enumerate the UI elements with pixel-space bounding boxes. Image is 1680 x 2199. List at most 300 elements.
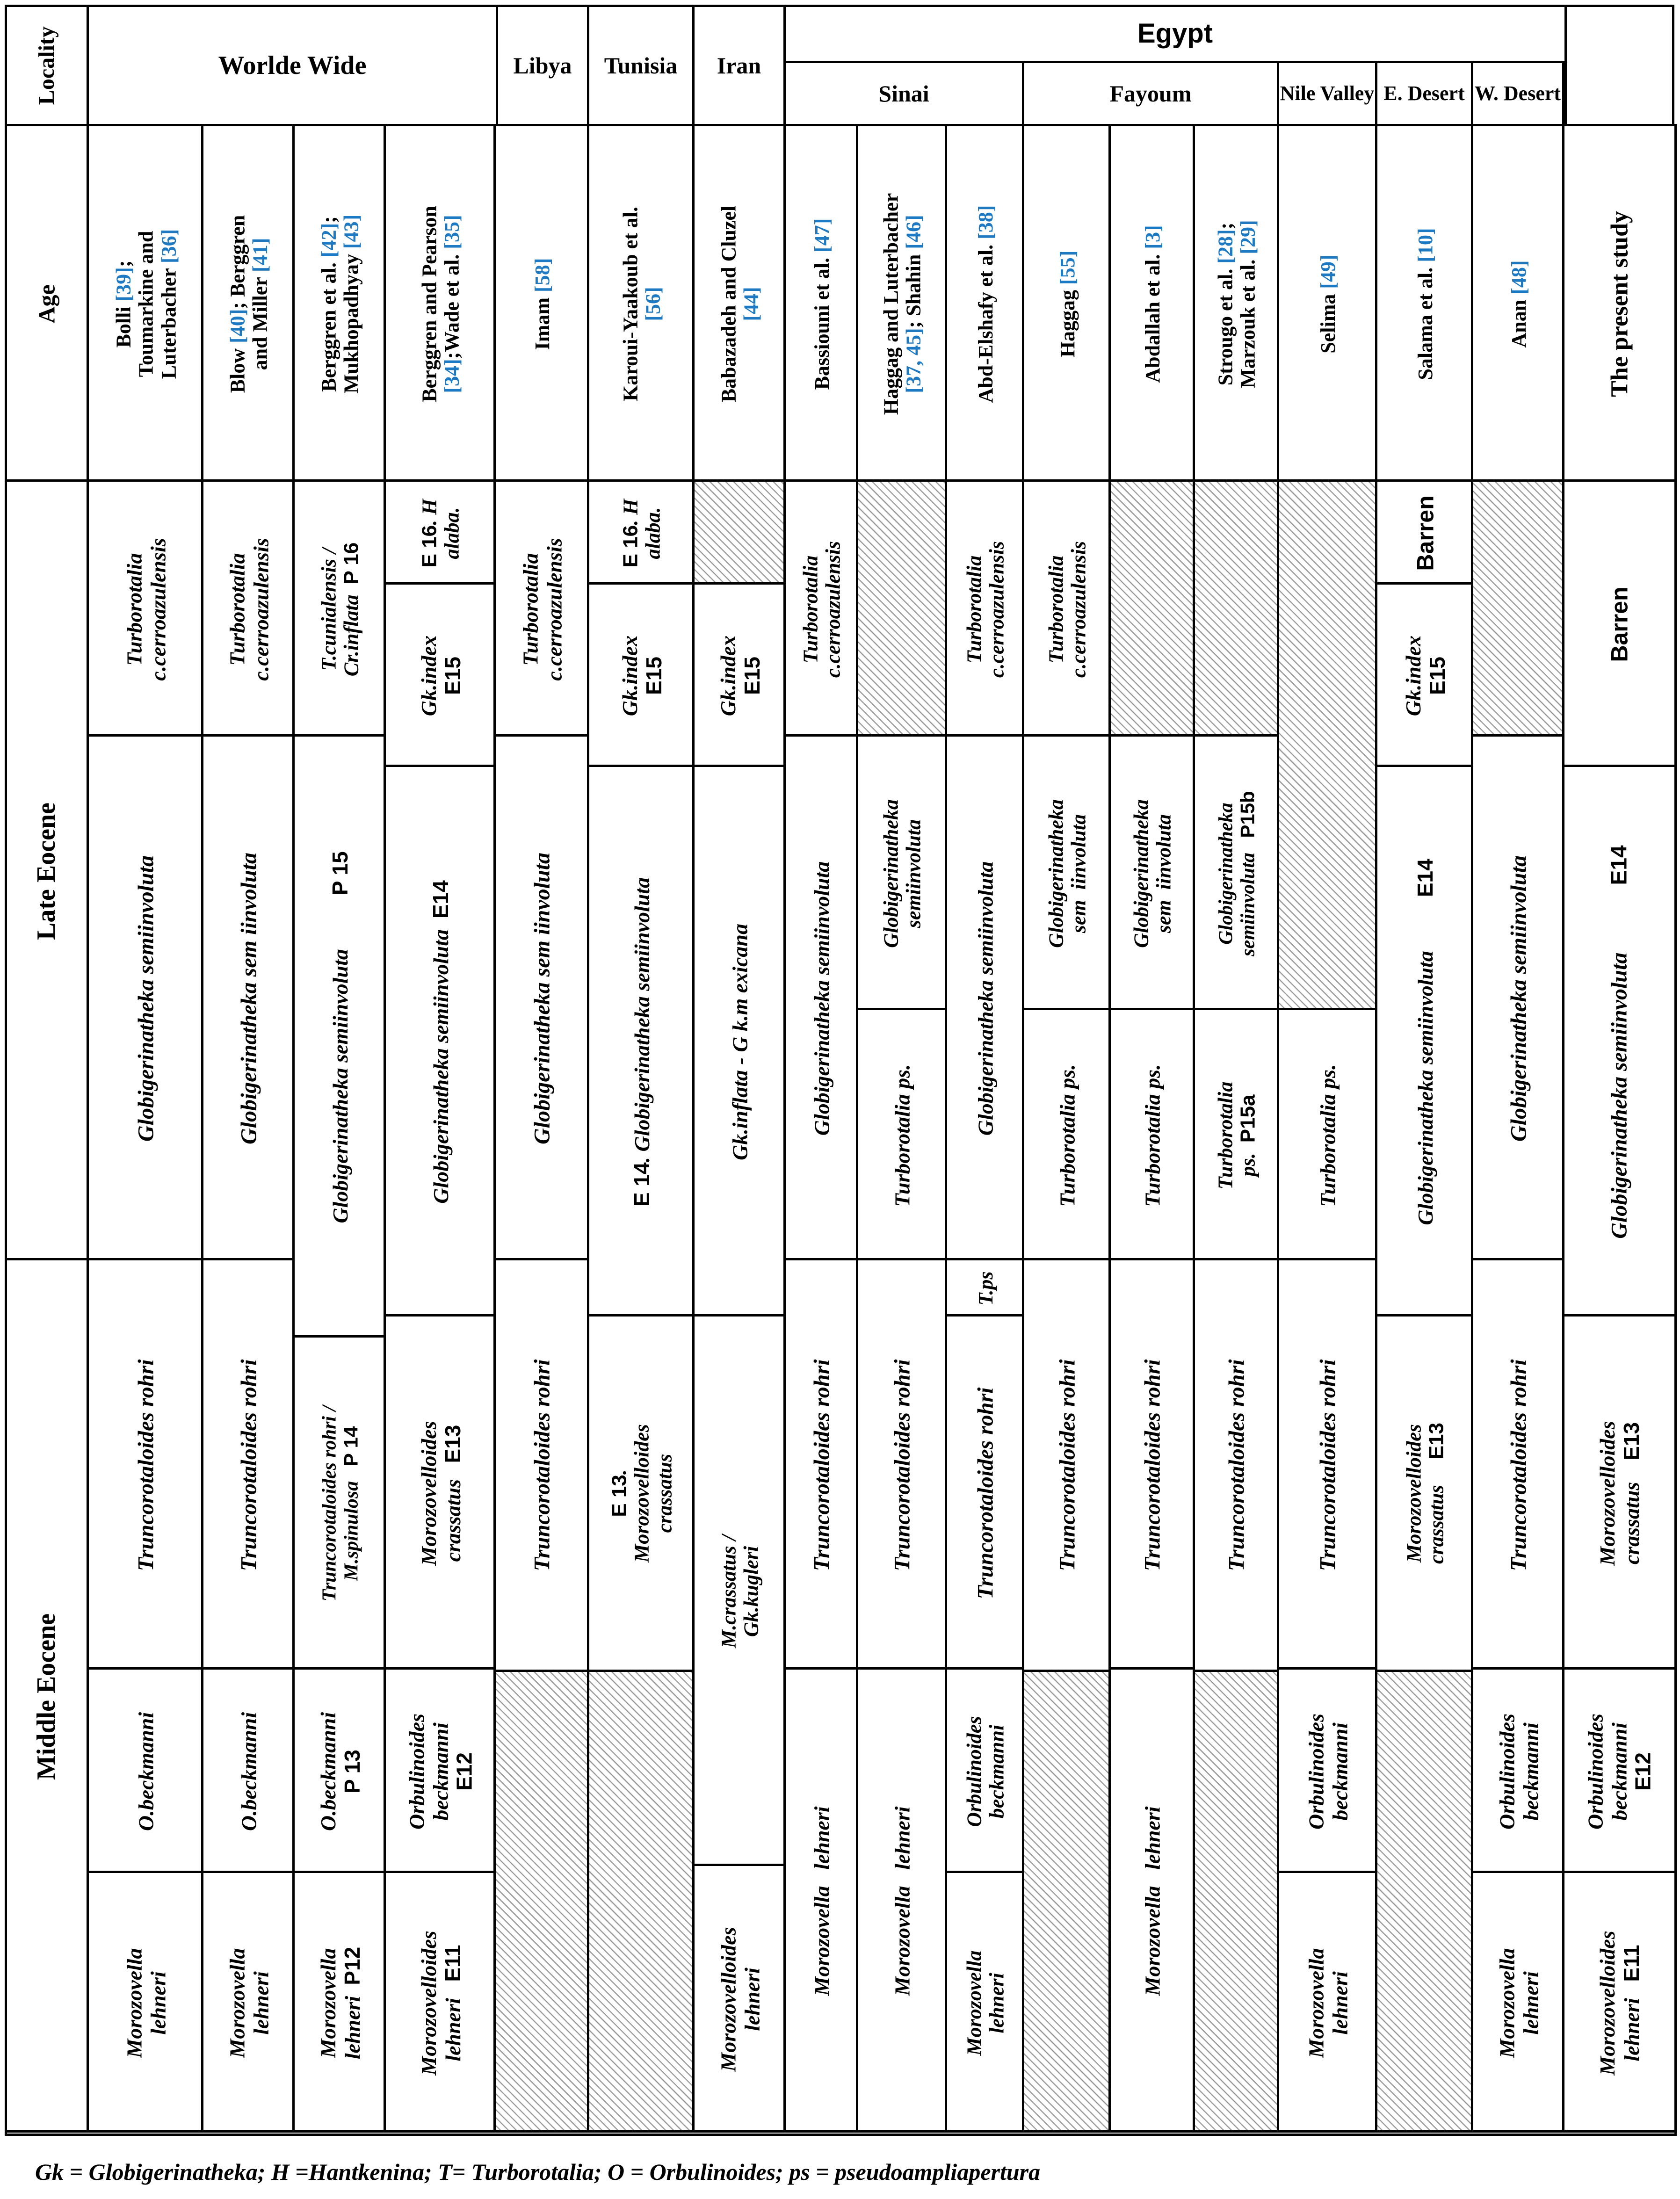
label-part: Orbulinoides beckmanni: [1583, 1713, 1631, 1830]
cell-label: [1412, 495, 1438, 571]
label-part: Haggag: [1056, 285, 1079, 358]
label-part: Turborotalia c.cerroazulensis: [1044, 541, 1090, 678]
cell-label: [237, 853, 261, 1144]
cell-label: [973, 1387, 998, 1599]
hatched-gap: [1108, 479, 1197, 739]
zone-cell: [783, 734, 861, 1263]
citation-ref[interactable]: [29]: [1237, 220, 1260, 254]
cell-label: [891, 1359, 915, 1571]
zone-cell: [1108, 1258, 1197, 1672]
cell-label: [429, 880, 453, 1203]
cell-label: [1130, 799, 1176, 948]
citation-ref[interactable]: [3]: [1141, 225, 1164, 249]
label-part: ; Mukhopadhyay: [317, 216, 363, 394]
label-part: Truncorotaloides rohri: [1055, 1359, 1080, 1571]
cell-label: [1317, 1064, 1340, 1207]
label-part: Gk.index: [617, 635, 642, 716]
zone-cell: [1022, 479, 1113, 739]
label-part: Babazadeh and Cluzel: [717, 205, 740, 403]
label-part: ; Berggren and Miller: [226, 215, 272, 370]
zone-cell: [1277, 1008, 1380, 1263]
cell-label: [891, 1064, 915, 1207]
zone-cell: [1375, 765, 1476, 1319]
label-part: Gk.index: [1401, 635, 1425, 716]
label-part: Globigerinatheka semiinvoluta: [1215, 802, 1259, 956]
label-part: Globigerinatheka semiinvoluta: [1607, 885, 1632, 1239]
zone-cell: [87, 1871, 206, 2135]
cell-label: [530, 1359, 555, 1571]
label-part: M.crassatus / Gk.kugleri: [717, 1534, 763, 1648]
zone-cell: [692, 765, 788, 1319]
fayoum-header: Fayoum: [1022, 61, 1279, 126]
age-header: Age: [33, 284, 60, 324]
zone-cell: [587, 479, 697, 587]
zone-cell: [1562, 1667, 1677, 1875]
zone-cell: [1193, 1008, 1282, 1263]
cell-label: [418, 206, 463, 402]
zone-cell: [384, 765, 498, 1319]
cell-label: [810, 1359, 834, 1571]
zone-cell: [945, 734, 1027, 1263]
zone-code: E15: [1425, 657, 1449, 695]
label-part: Turborotalia ps.: [1214, 1081, 1260, 1189]
cell-label: [225, 538, 273, 680]
cell-label: [1403, 1422, 1448, 1563]
label-part: Turborotalia c.cerroazulensis: [799, 541, 845, 678]
cell-label: [799, 541, 845, 677]
label-part: O.beckmanni: [316, 1712, 340, 1831]
cell-label: [1414, 228, 1436, 380]
zone-cell: [201, 1667, 297, 1875]
cell-label: [717, 1927, 764, 2071]
zone-cell: [1108, 1667, 1197, 2135]
zone-code: P 14: [340, 1426, 362, 1467]
cell-label: [316, 1946, 364, 2059]
label-part: Truncorotaloides rohri: [236, 1359, 261, 1571]
cell-label: [717, 1534, 763, 1648]
zone-cell: [945, 479, 1027, 739]
label-part: Turborotalia ps.: [1055, 1063, 1079, 1207]
zone-cell: [384, 582, 498, 769]
citation-ref[interactable]: [28]: [1214, 229, 1237, 264]
zone-cell: [1562, 1871, 1677, 2135]
author-cell: [1022, 124, 1113, 484]
cell-label: [974, 861, 998, 1136]
label-part: Globigerinatheka semiinvoluta: [879, 799, 925, 948]
label-part: Morozovelloides crassatus: [416, 1420, 464, 1566]
citation-ref[interactable]: [41]: [248, 238, 272, 272]
zone-cell: [1022, 734, 1113, 1013]
citation-ref[interactable]: [35]: [440, 215, 463, 249]
zone-cell: [945, 1314, 1027, 1672]
table-bottom-rule: [5, 2130, 1677, 2136]
zone-code: E15: [440, 657, 464, 695]
label-part: Turborotalia c.cerroazulensis: [122, 537, 170, 681]
label-part: Selima: [1316, 289, 1340, 354]
cell-label: [1401, 636, 1449, 716]
cell-label: [1215, 220, 1260, 388]
zone-cell: [1277, 1871, 1380, 2135]
cell-label: [123, 1948, 170, 2058]
hatched-gap: [1471, 479, 1567, 739]
label-part: Truncorotaloides rohri: [809, 1359, 834, 1571]
zone-cell: [1108, 1008, 1197, 1263]
label-part: Truncorotaloides rohri: [1506, 1359, 1531, 1571]
cell-label: [1606, 211, 1633, 397]
label-part: Morozovelloides lehneri: [1595, 1930, 1643, 2076]
zone-cell: [1022, 1258, 1113, 1672]
present-study-header-top: [1564, 5, 1674, 126]
cell-label: [963, 1716, 1008, 1827]
label-part: ;Wade et al.: [440, 249, 463, 359]
zone-code: P15a: [1237, 1094, 1260, 1143]
label-part: Globigerinatheka sem iinvoluta: [1130, 799, 1175, 948]
cell-label: [1304, 1714, 1352, 1830]
zone-code: E11: [1619, 1944, 1643, 1982]
label-part: T.ps: [974, 1271, 997, 1306]
cell-label: [530, 853, 555, 1144]
label-part: Strougo et al.: [1214, 263, 1237, 386]
zone-code: E 14: [629, 1162, 654, 1207]
age-label-cell: [5, 124, 89, 484]
citation-ref[interactable]: [37, 45]: [902, 328, 925, 393]
label-part: Orbulinoides beckmanni: [405, 1713, 452, 1830]
citation-ref[interactable]: [47]: [810, 218, 833, 253]
zone-cell: [945, 1667, 1027, 1875]
label-part: Bolli: [111, 301, 135, 348]
label-part: Truncorotaloides rohri: [973, 1387, 998, 1599]
zone-cell: [1471, 1871, 1567, 2135]
zone-code: Barren: [1412, 495, 1438, 571]
w-desert-header: W. Desert: [1471, 61, 1564, 126]
author-cell: [1277, 124, 1380, 484]
label-part: Gk.index: [716, 635, 740, 716]
cell-label: [716, 636, 764, 716]
cell-label: [1045, 799, 1090, 948]
zone-cell: [87, 734, 206, 1263]
citation-ref[interactable]: [42]: [317, 223, 340, 258]
zone-code: E 13: [607, 1474, 630, 1517]
cell-label: [619, 499, 665, 568]
cell-label: [1316, 1359, 1341, 1571]
citation-ref[interactable]: [38]: [974, 205, 997, 239]
zone-cell: [856, 734, 949, 1013]
zone-code: E14: [428, 880, 453, 919]
zone-cell: [1471, 734, 1567, 1263]
label-part: Morozovelloides crassatus: [1595, 1420, 1643, 1566]
hatched-gap: [1375, 1667, 1476, 2135]
hatched-gap: [692, 479, 788, 587]
late-eocene-cell: [5, 479, 89, 1263]
label-part: Orbulinoides beckmanni: [1494, 1713, 1542, 1830]
author-cell: [692, 124, 788, 484]
cell-label: [1584, 1714, 1655, 1830]
label-part: Truncorotaloides rohri / M.spinulosa: [318, 1405, 362, 1602]
author-cell: [945, 124, 1027, 484]
egypt-header: Egypt: [783, 5, 1567, 63]
cell-label: [880, 193, 926, 415]
label-part: . H alaba.: [418, 499, 463, 559]
cell-label: [417, 1421, 464, 1565]
label-part: Truncorotaloides rohri: [1224, 1359, 1249, 1571]
cell-label: [880, 799, 926, 948]
cell-label: [417, 636, 464, 716]
label-part: Gk.index: [416, 635, 441, 716]
author-cell: [1108, 124, 1197, 484]
label-part: ; Toumarkine and Luterbacher: [111, 231, 180, 379]
cell-label: [608, 1424, 676, 1562]
zone-cell: [201, 734, 297, 1263]
cell-label: [963, 1950, 1008, 2055]
middle-eocene-label: Middle Eocene: [32, 1613, 61, 1780]
cell-label: [618, 636, 666, 716]
zone-cell: [201, 1871, 297, 2135]
label-part: . Morozovelloides crassatus: [607, 1424, 676, 1562]
cell-label: [418, 499, 463, 568]
cell-label: [974, 205, 997, 403]
zone-code: P 16: [340, 542, 363, 584]
zone-cell: [292, 1335, 388, 1672]
zone-code: E12: [452, 1752, 477, 1791]
cell-label: [237, 1712, 261, 1830]
author-cell: [1193, 124, 1282, 484]
zone-cell: [1022, 1008, 1113, 1263]
cell-label: [1045, 541, 1090, 677]
cell-label: [134, 1712, 158, 1830]
citation-ref[interactable]: [40]: [226, 309, 249, 343]
label-part: . Globigerinatheka semiinvoluta: [630, 877, 654, 1162]
cell-label: [1413, 859, 1438, 1225]
cell-label: [963, 541, 1008, 677]
label-part: Imam: [530, 292, 554, 350]
zone-cell: [1193, 734, 1282, 1013]
zone-cell: [384, 1667, 498, 1875]
hatched-gap: [587, 1667, 697, 2135]
cell-label: [226, 215, 272, 393]
label-part: Salama et al.: [1413, 262, 1437, 380]
author-cell: [201, 124, 297, 484]
citation-ref[interactable]: [48]: [1507, 260, 1530, 295]
label-part: Anan: [1507, 294, 1530, 348]
author-cell: [292, 124, 388, 484]
citation-ref[interactable]: [43]: [340, 214, 363, 249]
label-part: Morozovella lehneri: [1494, 1947, 1542, 2058]
cell-label: [1595, 1421, 1643, 1565]
cell-label: [810, 1806, 834, 1996]
zone-cell: [587, 765, 697, 1319]
label-part: Orbulinoides beckmanni: [1304, 1713, 1352, 1830]
zone-code: E11: [440, 1944, 464, 1982]
label-part: Morozovelloides lehneri: [416, 1930, 464, 2076]
label-part: Globigerinatheka semiinvoluta: [328, 895, 352, 1223]
citation-ref[interactable]: [34]: [440, 359, 463, 393]
cell-label: [811, 218, 833, 390]
label-part: Berggren and Pearson: [418, 206, 441, 402]
citation-ref[interactable]: [39]: [111, 267, 135, 302]
zone-cell: [587, 582, 697, 769]
zone-cell: [1562, 479, 1677, 769]
zone-cell: [493, 734, 592, 1263]
zone-cell: [692, 1864, 788, 2135]
cell-label: [328, 851, 353, 1223]
cell-label: [1607, 586, 1632, 662]
tunisia-header: Tunisia: [587, 5, 695, 126]
zone-cell: [87, 479, 206, 739]
label-part: Globigerinatheka sem iinvoluta: [236, 852, 261, 1145]
hatched-gap: [1193, 479, 1282, 739]
zone-cell: [783, 1667, 861, 2135]
label-part: Truncorotaloides rohri: [1140, 1359, 1165, 1571]
middle-eocene-cell: [5, 1258, 89, 2135]
zone-code: E13: [440, 1425, 464, 1463]
label-part: Turborotalia c.cerroazulensis: [518, 537, 566, 681]
zone-cell: [1277, 1258, 1380, 1672]
citation-ref[interactable]: [10]: [1413, 228, 1437, 262]
label-part: Karoui-Yaakoub et al.: [619, 206, 642, 402]
zone-cell: [1375, 479, 1476, 587]
zone-cell: [87, 1258, 206, 1672]
label-part: Globigerinatheka semiinvoluta: [1506, 855, 1531, 1142]
citation-ref[interactable]: [36]: [157, 229, 180, 264]
cell-label: [1056, 251, 1079, 358]
cell-label: [974, 1272, 997, 1306]
cell-label: [1225, 1359, 1250, 1571]
late-eocene-label: Late Eocene: [32, 802, 61, 940]
zone-code: E15: [641, 657, 666, 695]
label-part: Morozovella lehneri: [224, 1947, 273, 2058]
label-part: Morozovella lehneri: [810, 1806, 834, 1996]
label-part: Berggren et al.: [317, 257, 340, 392]
label-part: Abdallah et al.: [1141, 249, 1164, 383]
hatched-gap: [1193, 1667, 1282, 2135]
zone-code: E13: [1619, 1422, 1643, 1461]
author-cell: [1471, 124, 1567, 484]
citation-ref[interactable]: [46]: [902, 215, 925, 249]
cell-label: [316, 1712, 364, 1830]
label-part: Turborotalia c.cerroazulensis: [224, 537, 273, 681]
zone-cell: [856, 1667, 949, 2135]
abbreviation-legend: Gk = Globigerinatheka; H =Hantkenina; T= Turborotalia; O = Orbulinoides; ps = pseudoampliapertura: [35, 2159, 1041, 2185]
label-part: . H alaba.: [619, 499, 665, 559]
zone-cell: [384, 1871, 498, 2135]
hatched-gap: [856, 479, 949, 739]
zone-cell: [201, 479, 297, 739]
cell-label: [1495, 1714, 1542, 1830]
cell-label: [1141, 1806, 1165, 1996]
zone-cell: [292, 479, 388, 739]
citation-ref[interactable]: [44]: [739, 287, 763, 321]
zone-code: P 15: [327, 851, 352, 895]
label-part: Globigerinatheka semiinvoluta: [973, 861, 998, 1136]
zone-cell: [783, 1258, 861, 1672]
zone-cell: [493, 1258, 592, 1672]
citation-ref[interactable]: [49]: [1316, 254, 1340, 289]
author-cell: [856, 124, 949, 484]
author-cell: [493, 124, 592, 484]
locality-header: Locality: [5, 5, 89, 126]
label-part: T.cunialensis / Cr.inflata: [317, 548, 363, 676]
author-cell: [1375, 124, 1476, 484]
label-part: Morozovelloides crassatus: [1402, 1424, 1448, 1564]
zone-code: E 16: [619, 525, 642, 568]
zone-cell: [1193, 1258, 1282, 1672]
sinai-header: Sinai: [783, 61, 1024, 126]
label-part: Globigerinatheka sem iinvoluta: [529, 852, 555, 1145]
zone-cell: [292, 734, 388, 1340]
zone-cell: [1375, 1314, 1476, 1672]
cell-label: [134, 1359, 159, 1571]
label-part: ; Marzouk et al.: [1214, 222, 1260, 388]
cell-label: [1141, 1064, 1165, 1207]
cell-label: [225, 1948, 273, 2058]
label-part: Globigerinatheka semiinvoluta: [428, 918, 453, 1204]
zone-cell: [856, 1008, 949, 1263]
zone-cell: [1108, 734, 1197, 1013]
zone-cell: [384, 479, 498, 587]
zone-code: E14: [1412, 858, 1437, 897]
cell-label: [1055, 1359, 1080, 1571]
label-part: Turborotalia ps.: [890, 1063, 914, 1207]
label-part: Abd-Elshafy et al.: [974, 239, 997, 403]
cell-label: [1141, 1359, 1166, 1571]
zone-cell: [292, 1871, 388, 2135]
cell-label: [728, 924, 752, 1160]
label-part: ; Shahin: [902, 249, 925, 328]
label-part: Haggag and Luterbacher: [879, 193, 903, 415]
nile-valley-header: Nile Valley: [1277, 61, 1377, 126]
zone-code: P15b: [1236, 790, 1259, 838]
zone-cell: [1277, 1667, 1380, 1875]
citation-ref[interactable]: [56]: [641, 287, 665, 321]
label-part: Globigerinatheka sem iinvoluta: [1044, 799, 1090, 948]
zone-cell: [384, 1314, 498, 1672]
cell-label: [319, 1406, 362, 1602]
cell-label: [1495, 1948, 1542, 2058]
cell-label: [1595, 1931, 1643, 2075]
label-part: Globigerinatheka semiinvoluta: [810, 861, 834, 1136]
zone-cell: [587, 1314, 697, 1672]
citation-ref[interactable]: [55]: [1056, 250, 1079, 285]
cell-label: [619, 207, 665, 401]
label-part: Morozovella lehneri: [316, 1947, 364, 2059]
e-desert-header: E. Desert: [1375, 61, 1473, 126]
label-part: Truncorotaloides rohri: [133, 1359, 159, 1571]
zone-cell: [201, 1258, 297, 1672]
cell-label: [318, 215, 363, 394]
citation-ref[interactable]: [58]: [530, 258, 554, 292]
zone-code: E12: [1630, 1752, 1655, 1791]
cell-label: [112, 229, 180, 379]
zone-code: P 13: [340, 1749, 364, 1794]
zone-cell: [1562, 765, 1677, 1319]
label-part: Bassiouni et al.: [810, 252, 833, 390]
zone-cell: [945, 1871, 1027, 2135]
author-cell: [587, 124, 697, 484]
zone-code: Barren: [1606, 586, 1632, 662]
label-part: The present study: [1606, 211, 1633, 397]
zone-cell: [292, 1667, 388, 1875]
zone-cell: [87, 1667, 206, 1875]
cell-label: [417, 1931, 464, 2075]
cell-label: [630, 877, 654, 1206]
label-part: Orbulinoides beckmanni: [963, 1715, 1008, 1827]
iran-header: Iran: [692, 5, 786, 126]
author-cell: [1562, 124, 1677, 484]
cell-label: [1142, 225, 1164, 383]
cell-label: [1506, 1359, 1531, 1571]
hatched-gap: [1022, 1667, 1113, 2135]
cell-label: [405, 1714, 477, 1830]
